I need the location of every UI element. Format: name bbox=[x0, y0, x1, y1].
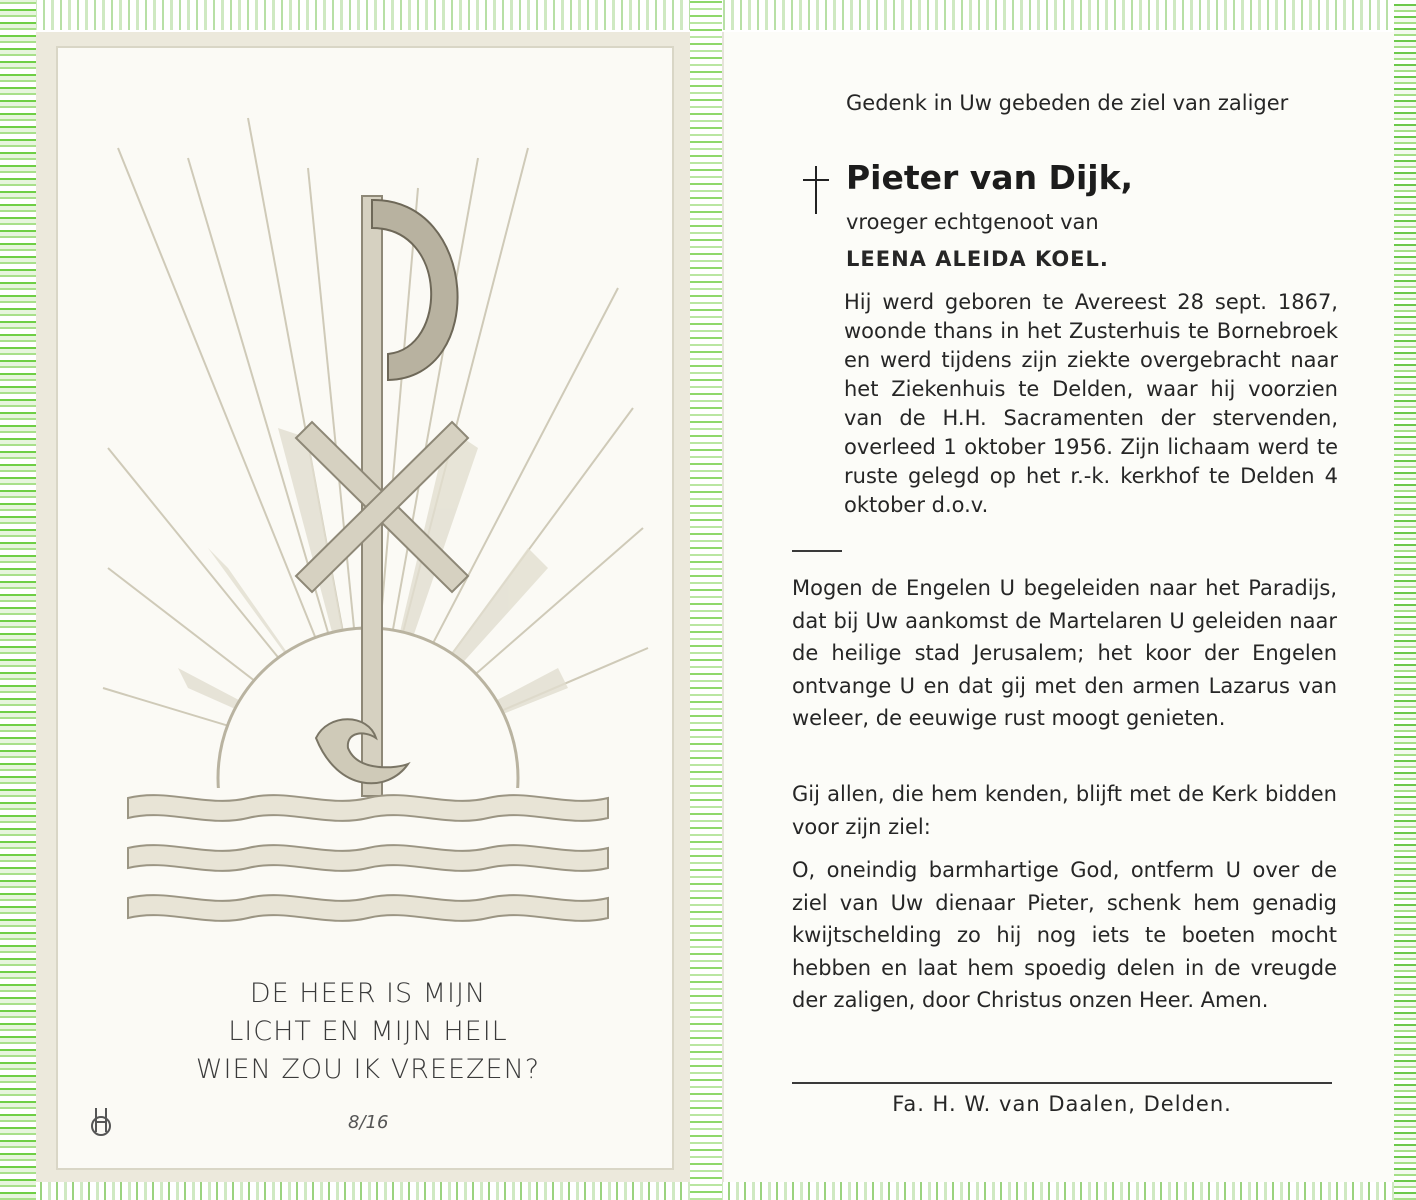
card-front-panel bbox=[56, 46, 674, 1170]
scan-edge-left bbox=[0, 0, 36, 1200]
printer-credit: Fa. H. W. van Daalen, Delden. bbox=[892, 1092, 1232, 1116]
scan-edge-right bbox=[1394, 0, 1416, 1200]
motto-line-1: DE HEER IS MIJN bbox=[249, 978, 487, 1009]
request-text: Gij allen, die hem kenden, blijft met de Kerk bidden voor zijn ziel: bbox=[792, 782, 1337, 839]
motto-line-3: WIEN ZOU IK VREEZEN? bbox=[195, 1054, 541, 1085]
final-prayer-text: O, oneindig barmhartige God, ontferm U over de ziel van Uw dienaar Pieter, schenk hem genadig kwijtschelding zo hij nog iets te boeten mocht hebben en laat hem spoedig delen in de vreugde der zaligen, door Christus onzen Heer. Amen. bbox=[792, 858, 1337, 1012]
memorial-card-back bbox=[722, 32, 1394, 1182]
prayer-text: Mogen de Engelen U begeleiden naar het Paradijs, dat bij Uw aankomst de Martelaren U geleiden naar de heilige stad Jerusalem; het koor der Engelen ontvange U en dat gij met den armen Lazarus van weleer, de eeuwige rust moogt genieten. bbox=[792, 576, 1337, 730]
intro-text: Gedenk in Uw gebeden de ziel van zaliger bbox=[846, 91, 1289, 115]
spouse-label: vroeger echtgenoot van bbox=[846, 210, 1099, 234]
motto-line-2: LICHT EN MIJN HEIL bbox=[228, 1016, 508, 1047]
long-divider bbox=[792, 1082, 1332, 1084]
rho-loop bbox=[372, 200, 458, 380]
biography-text: Hij werd geboren te Avereest 28 sept. 1867, woonde thans in het Zusterhuis te Bornebroek en werd tijdens zijn ziekte overgebracht naar het Ziekenhuis te Delden, waar hij voorzien van de H.H. Sacramenten der stervenden, overleed 1 oktober 1956. Zijn lichaam werd te ruste gelegd op het r.-k. kerkhof te Delden 4 oktober d.o.v. bbox=[844, 290, 1338, 517]
memorial-card-front bbox=[36, 32, 690, 1182]
sea-waves bbox=[128, 795, 608, 921]
card-number: 8/16 bbox=[348, 1112, 389, 1133]
spouse-name: LEENA ALEIDA KOEL. bbox=[846, 247, 1109, 271]
publisher-logo-icon bbox=[88, 1104, 114, 1138]
deceased-name: Pieter van Dijk, bbox=[846, 158, 1134, 197]
cross-icon bbox=[799, 164, 833, 216]
scan-gap-middle bbox=[690, 0, 722, 1200]
short-divider bbox=[792, 550, 842, 552]
